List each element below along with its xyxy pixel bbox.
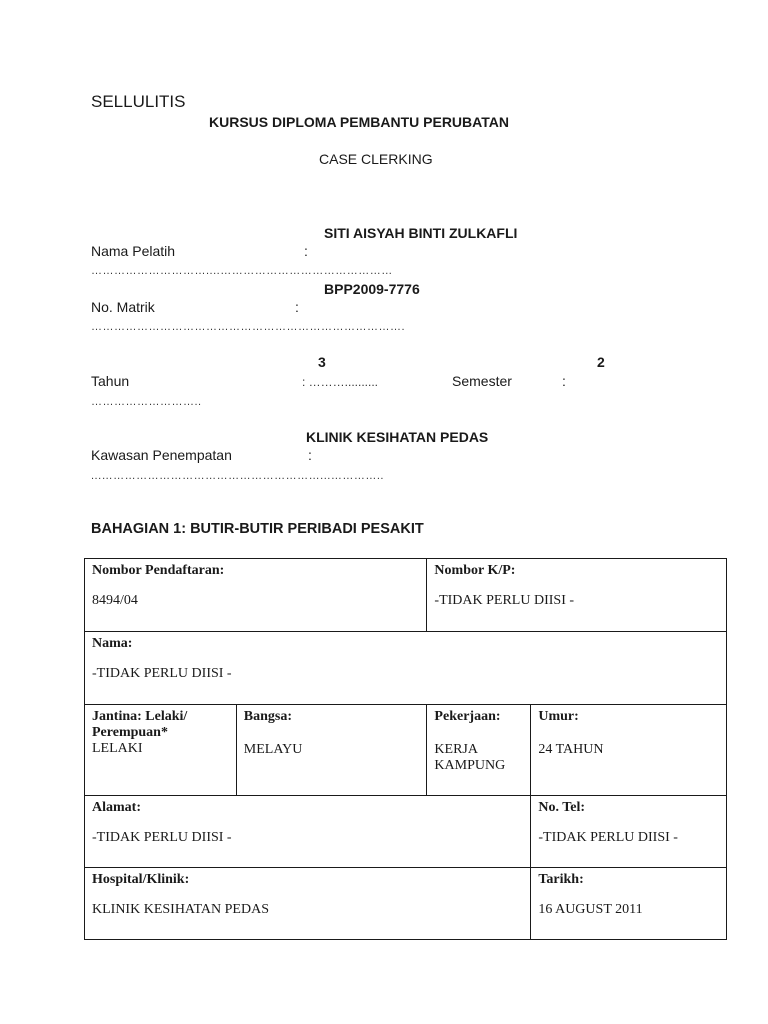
placement-value: KLINIK KESIHATAN PEDAS [306,429,489,445]
patient-details-table [84,558,727,940]
gender-cell [85,705,237,796]
reg-no-cell [85,559,427,632]
trainee-name-dotted-line: …………………………....……………………………………… [91,265,393,277]
table-row [85,796,727,868]
date-label: Tarikh: [538,872,584,887]
hospital-label: Hospital/Klinik: [92,872,190,887]
race-label: Bangsa: [243,709,293,724]
name-cell [85,632,727,705]
ic-no-cell [427,559,727,632]
table-row [85,705,727,796]
placement-colon: : [308,447,312,463]
semester-label: Semester [452,373,512,389]
placement-label: Kawasan Penempatan [91,447,232,463]
address-cell [85,796,531,868]
race-cell [236,705,427,796]
year-label: Tahun [91,373,130,389]
address-label: Alamat: [92,800,141,815]
hospital-cell [85,868,531,940]
trainee-name-label: Nama Pelatih [91,243,176,259]
address-value: -TIDAK PERLU DIISI - [92,830,232,845]
matric-label: No. Matrik [91,299,155,315]
document-topic: SELLULITIS [91,92,186,111]
semester-value: 2 [597,354,605,370]
placement-dotted-line: ...…………………………………………………...………….. [91,470,384,482]
reg-no-value: 8494/04 [92,593,138,608]
gender-label-line-2: Perempuan* [92,725,168,740]
name-value: -TIDAK PERLU DIISI - [92,666,232,681]
occupation-value-line-2: KAMPUNG [434,758,506,773]
hospital-value: KLINIK KESIHATAN PEDAS [92,902,269,917]
phone-value: -TIDAK PERLU DIISI - [538,830,678,845]
occupation-cell [427,705,531,796]
age-value: 24 TAHUN [538,742,604,757]
gender-label-line-1: Jantina: Lelaki/ [92,709,188,724]
year-colon-dots: : ……….......... [302,375,379,389]
race-value: MELAYU [243,742,303,757]
year-value: 3 [318,354,326,370]
ic-no-label: Nombor K/P: [434,563,516,578]
trainee-name-colon: : [304,243,308,259]
gender-value: LELAKI [92,741,143,756]
course-title: KURSUS DIPLOMA PEMBANTU PERUBATAN [209,114,509,130]
occupation-value-line-1: KERJA [434,742,478,757]
name-label: Nama: [92,636,133,651]
semester-colon: : [562,373,566,389]
date-value: 16 AUGUST 2011 [538,902,643,917]
trainee-name-value: SITI AISYAH BINTI ZULKAFLI [324,225,518,241]
table-row [85,632,727,705]
table-row [85,868,727,940]
reg-no-label: Nombor Pendaftaran: [92,563,225,578]
date-cell [531,868,727,940]
document-subtitle: CASE CLERKING [319,151,433,167]
age-cell [531,705,727,796]
matric-value: BPP2009-7776 [324,281,420,297]
phone-cell [531,796,727,868]
phone-label: No. Tel: [538,800,586,815]
section-1-title: BAHAGIAN 1: BUTIR-BUTIR PERIBADI PESAKIT [91,521,424,537]
matric-colon: : [295,299,299,315]
ic-no-value: -TIDAK PERLU DIISI - [434,593,575,608]
table-row [85,559,727,632]
occupation-label: Pekerjaan: [434,709,501,724]
age-label: Umur: [538,709,579,724]
matric-dotted-line: ………………………………………………………………………. [91,321,406,333]
year-dotted-line: ……………………….. [91,396,202,408]
